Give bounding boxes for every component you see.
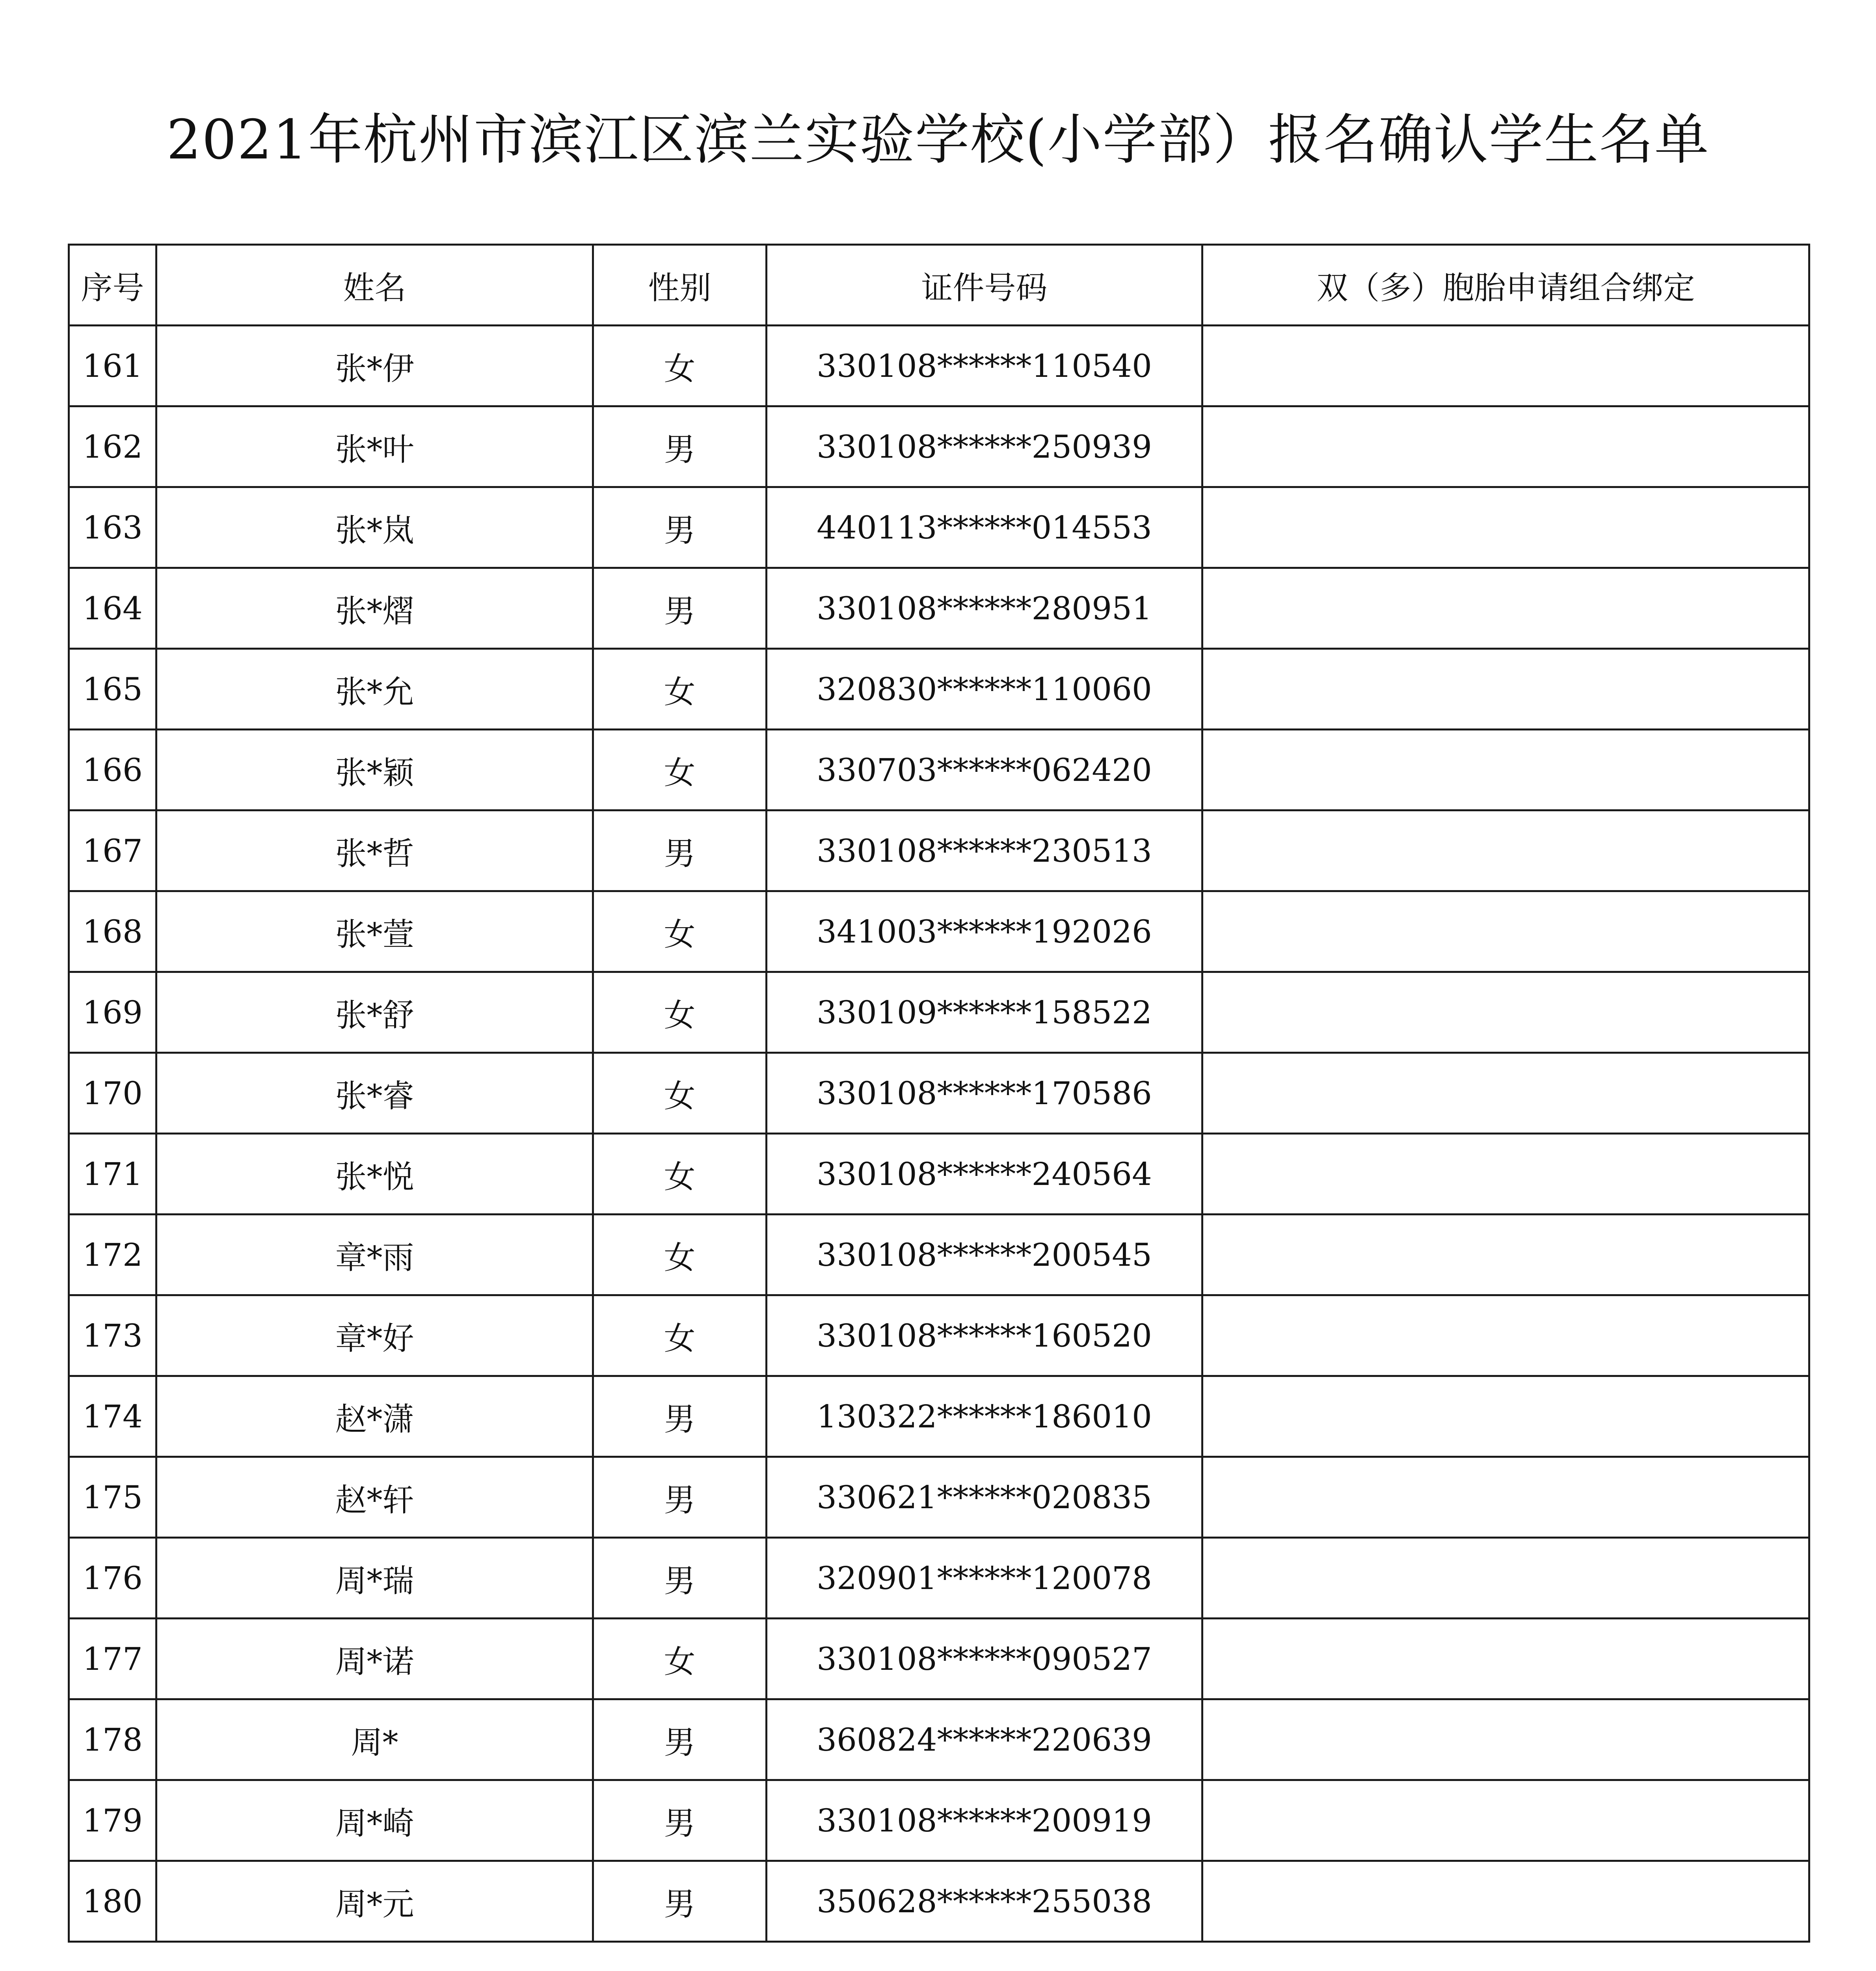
table-row bbox=[69, 810, 1809, 891]
cell-twin-binding bbox=[1202, 1215, 1809, 1295]
cell-name: 张*伊 bbox=[156, 326, 593, 406]
cell-gender: 男 bbox=[593, 1538, 767, 1619]
cell-twin-binding bbox=[1202, 649, 1809, 730]
table-row bbox=[69, 1134, 1809, 1215]
cell-no: 164 bbox=[69, 568, 156, 649]
cell-name: 赵*潇 bbox=[156, 1376, 593, 1457]
cell-id-number: 330108******090527 bbox=[767, 1619, 1202, 1699]
cell-gender: 女 bbox=[593, 1619, 767, 1699]
cell-no: 169 bbox=[69, 972, 156, 1053]
cell-no: 166 bbox=[69, 730, 156, 810]
cell-no: 178 bbox=[69, 1699, 156, 1780]
cell-twin-binding bbox=[1202, 568, 1809, 649]
table-row bbox=[69, 1053, 1809, 1134]
table-row bbox=[69, 1619, 1809, 1699]
cell-name: 周* bbox=[156, 1699, 593, 1780]
table-row bbox=[69, 326, 1809, 406]
header-gender: 性别 bbox=[593, 245, 767, 326]
table-header bbox=[69, 245, 1809, 326]
cell-gender: 男 bbox=[593, 1457, 767, 1538]
cell-id-number: 360824******220639 bbox=[767, 1699, 1202, 1780]
cell-name: 张*舒 bbox=[156, 972, 593, 1053]
cell-twin-binding bbox=[1202, 1861, 1809, 1942]
cell-twin-binding bbox=[1202, 730, 1809, 810]
table-row bbox=[69, 1295, 1809, 1376]
cell-gender: 女 bbox=[593, 730, 767, 810]
cell-twin-binding bbox=[1202, 1699, 1809, 1780]
cell-gender: 男 bbox=[593, 1699, 767, 1780]
cell-name: 张*萱 bbox=[156, 891, 593, 972]
cell-no: 173 bbox=[69, 1295, 156, 1376]
header-row bbox=[69, 245, 1809, 326]
cell-name: 周*元 bbox=[156, 1861, 593, 1942]
table-row bbox=[69, 1861, 1809, 1942]
cell-name: 赵*轩 bbox=[156, 1457, 593, 1538]
cell-twin-binding bbox=[1202, 1295, 1809, 1376]
cell-id-number: 330109******158522 bbox=[767, 972, 1202, 1053]
cell-twin-binding bbox=[1202, 1457, 1809, 1538]
table-row bbox=[69, 406, 1809, 487]
cell-no: 176 bbox=[69, 1538, 156, 1619]
cell-gender: 男 bbox=[593, 487, 767, 568]
page-title: 2021年杭州市滨江区滨兰实验学校(小学部）报名确认学生名单 bbox=[166, 108, 1710, 171]
cell-id-number: 320901******120078 bbox=[767, 1538, 1202, 1619]
cell-twin-binding bbox=[1202, 326, 1809, 406]
table-row bbox=[69, 649, 1809, 730]
cell-id-number: 330621******020835 bbox=[767, 1457, 1202, 1538]
cell-name: 张*颖 bbox=[156, 730, 593, 810]
cell-no: 167 bbox=[69, 810, 156, 891]
table-row bbox=[69, 730, 1809, 810]
table-row bbox=[69, 1699, 1809, 1780]
cell-id-number: 350628******255038 bbox=[767, 1861, 1202, 1942]
cell-gender: 女 bbox=[593, 326, 767, 406]
cell-gender: 男 bbox=[593, 1780, 767, 1861]
cell-no: 171 bbox=[69, 1134, 156, 1215]
cell-id-number: 341003******192026 bbox=[767, 891, 1202, 972]
cell-no: 172 bbox=[69, 1215, 156, 1295]
header-name: 姓名 bbox=[156, 245, 593, 326]
cell-name: 张*岚 bbox=[156, 487, 593, 568]
table-row bbox=[69, 1376, 1809, 1457]
header-id-number: 证件号码 bbox=[767, 245, 1202, 326]
cell-id-number: 320830******110060 bbox=[767, 649, 1202, 730]
cell-name: 张*允 bbox=[156, 649, 593, 730]
cell-name: 章*好 bbox=[156, 1295, 593, 1376]
cell-no: 179 bbox=[69, 1780, 156, 1861]
table-row bbox=[69, 568, 1809, 649]
cell-id-number: 330108******240564 bbox=[767, 1134, 1202, 1215]
cell-name: 周*诺 bbox=[156, 1619, 593, 1699]
cell-id-number: 330108******280951 bbox=[767, 568, 1202, 649]
cell-gender: 女 bbox=[593, 891, 767, 972]
cell-twin-binding bbox=[1202, 891, 1809, 972]
cell-twin-binding bbox=[1202, 1538, 1809, 1619]
cell-gender: 男 bbox=[593, 1376, 767, 1457]
cell-gender: 男 bbox=[593, 810, 767, 891]
cell-id-number: 330108******230513 bbox=[767, 810, 1202, 891]
table-body bbox=[69, 326, 1809, 1942]
cell-id-number: 440113******014553 bbox=[767, 487, 1202, 568]
header-twin-binding: 双（多）胞胎申请组合绑定 bbox=[1202, 245, 1809, 326]
cell-gender: 男 bbox=[593, 406, 767, 487]
cell-twin-binding bbox=[1202, 972, 1809, 1053]
cell-gender: 女 bbox=[593, 1053, 767, 1134]
cell-gender: 女 bbox=[593, 972, 767, 1053]
cell-id-number: 330703******062420 bbox=[767, 730, 1202, 810]
cell-no: 175 bbox=[69, 1457, 156, 1538]
cell-name: 周*崎 bbox=[156, 1780, 593, 1861]
cell-gender: 女 bbox=[593, 1295, 767, 1376]
cell-no: 168 bbox=[69, 891, 156, 972]
cell-no: 162 bbox=[69, 406, 156, 487]
cell-no: 180 bbox=[69, 1861, 156, 1942]
cell-gender: 女 bbox=[593, 1134, 767, 1215]
cell-no: 177 bbox=[69, 1619, 156, 1699]
cell-no: 163 bbox=[69, 487, 156, 568]
cell-id-number: 330108******110540 bbox=[767, 326, 1202, 406]
cell-no: 170 bbox=[69, 1053, 156, 1134]
table-row bbox=[69, 891, 1809, 972]
cell-name: 张*熠 bbox=[156, 568, 593, 649]
cell-gender: 女 bbox=[593, 649, 767, 730]
cell-twin-binding bbox=[1202, 1619, 1809, 1699]
cell-twin-binding bbox=[1202, 810, 1809, 891]
cell-name: 张*叶 bbox=[156, 406, 593, 487]
cell-twin-binding bbox=[1202, 1780, 1809, 1861]
table-row bbox=[69, 487, 1809, 568]
cell-id-number: 130322******186010 bbox=[767, 1376, 1202, 1457]
cell-twin-binding bbox=[1202, 406, 1809, 487]
student-roster-table bbox=[68, 244, 1810, 1943]
cell-gender: 男 bbox=[593, 1861, 767, 1942]
cell-id-number: 330108******200919 bbox=[767, 1780, 1202, 1861]
cell-name: 张*睿 bbox=[156, 1053, 593, 1134]
cell-no: 161 bbox=[69, 326, 156, 406]
cell-name: 周*瑞 bbox=[156, 1538, 593, 1619]
cell-twin-binding bbox=[1202, 1053, 1809, 1134]
table-row bbox=[69, 1215, 1809, 1295]
cell-id-number: 330108******200545 bbox=[767, 1215, 1202, 1295]
cell-id-number: 330108******160520 bbox=[767, 1295, 1202, 1376]
cell-name: 章*雨 bbox=[156, 1215, 593, 1295]
cell-id-number: 330108******250939 bbox=[767, 406, 1202, 487]
cell-name: 张*悦 bbox=[156, 1134, 593, 1215]
cell-gender: 男 bbox=[593, 568, 767, 649]
cell-twin-binding bbox=[1202, 1134, 1809, 1215]
cell-no: 174 bbox=[69, 1376, 156, 1457]
cell-gender: 女 bbox=[593, 1215, 767, 1295]
cell-twin-binding bbox=[1202, 487, 1809, 568]
cell-twin-binding bbox=[1202, 1376, 1809, 1457]
table-row bbox=[69, 1457, 1809, 1538]
table-row bbox=[69, 1780, 1809, 1861]
header-no: 序号 bbox=[69, 245, 156, 326]
table-row bbox=[69, 972, 1809, 1053]
cell-name: 张*哲 bbox=[156, 810, 593, 891]
table-row bbox=[69, 1538, 1809, 1619]
cell-no: 165 bbox=[69, 649, 156, 730]
cell-id-number: 330108******170586 bbox=[767, 1053, 1202, 1134]
